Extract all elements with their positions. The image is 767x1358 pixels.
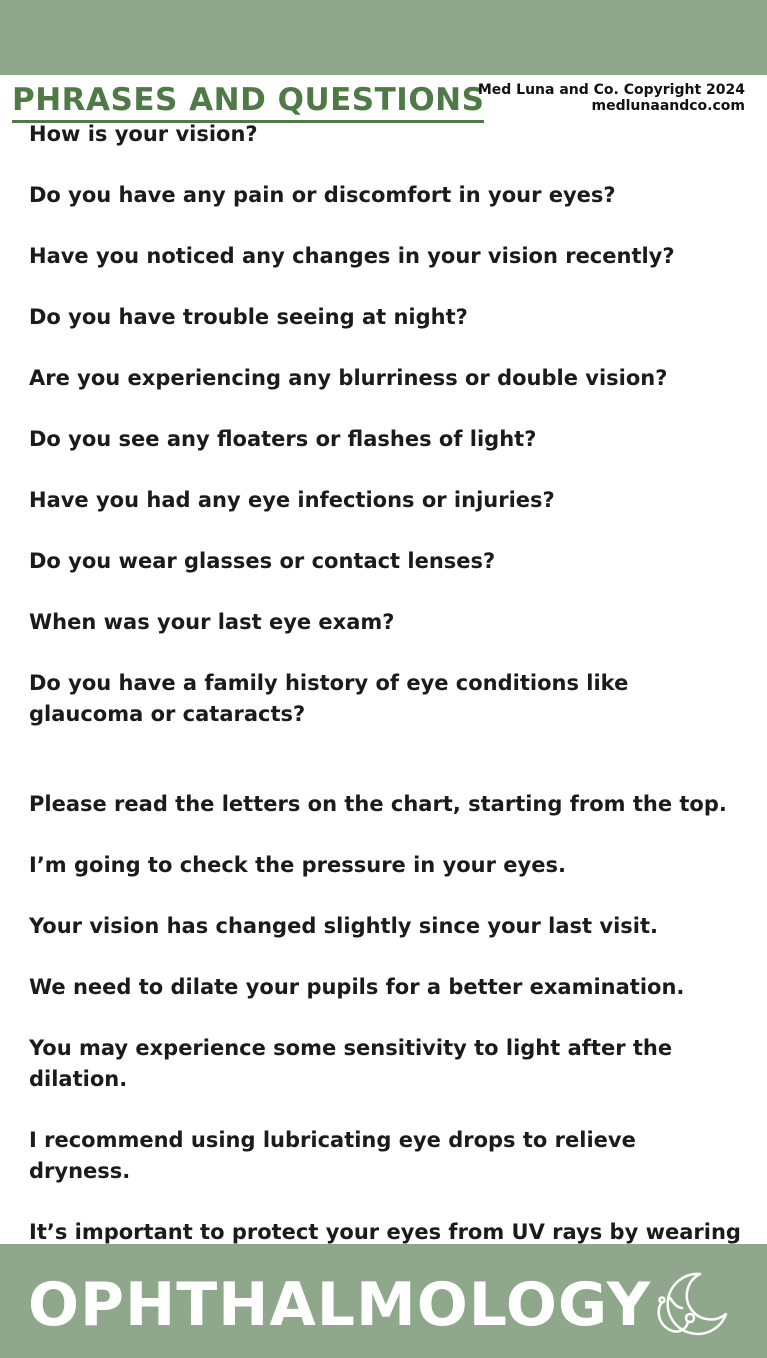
phrase-item: Your vision has changed slightly since your last visit. xyxy=(29,914,658,938)
question-item: When was your last eye exam? xyxy=(29,610,395,634)
page-title: PHRASES AND QUESTIONS xyxy=(12,80,484,123)
question-item: How is your vision? xyxy=(29,122,258,146)
phrase-item: I recommend using lubricating eye drops to relieve dryness. xyxy=(29,1128,636,1183)
copyright-text: Med Luna and Co. Copyright 2024 xyxy=(477,82,745,98)
question-item: Do you have trouble seeing at night? xyxy=(29,305,468,329)
question-item: Do you wear glasses or contact lenses? xyxy=(29,549,496,573)
question-item: Do you have any pain or discomfort in your eyes? xyxy=(29,183,616,207)
phrase-item: We need to dilate your pupils for a better examination. xyxy=(29,975,685,999)
question-item: Do you see any floaters or flashes of light? xyxy=(29,427,537,451)
phrase-item: It’s important to protect your eyes from UV rays by wearing xyxy=(29,1220,741,1244)
question-item: Have you noticed any changes in your vision recently? xyxy=(29,244,675,268)
moon-stethoscope-icon xyxy=(648,1268,732,1342)
phrase-item: Please read the letters on the chart, starting from the top. xyxy=(29,792,727,816)
question-item: Have you had any eye infections or injuries? xyxy=(29,488,555,512)
phrases-list xyxy=(29,789,744,1309)
copyright-credit xyxy=(478,82,745,114)
website-text: medlunaandco.com xyxy=(591,98,745,114)
question-item: Are you experiencing any blurriness or double vision? xyxy=(29,366,668,390)
phrase-item: You may experience some sensitivity to light after the dilation. xyxy=(29,1036,673,1091)
questions-list xyxy=(29,119,744,760)
question-item: Do you have a family history of eye conditions like glaucoma or cataracts? xyxy=(29,671,629,726)
top-banner xyxy=(0,0,767,75)
phrase-item: I’m going to check the pressure in your eyes. xyxy=(29,853,566,877)
footer-title: OPHTHALMOLOGY xyxy=(28,1270,652,1340)
